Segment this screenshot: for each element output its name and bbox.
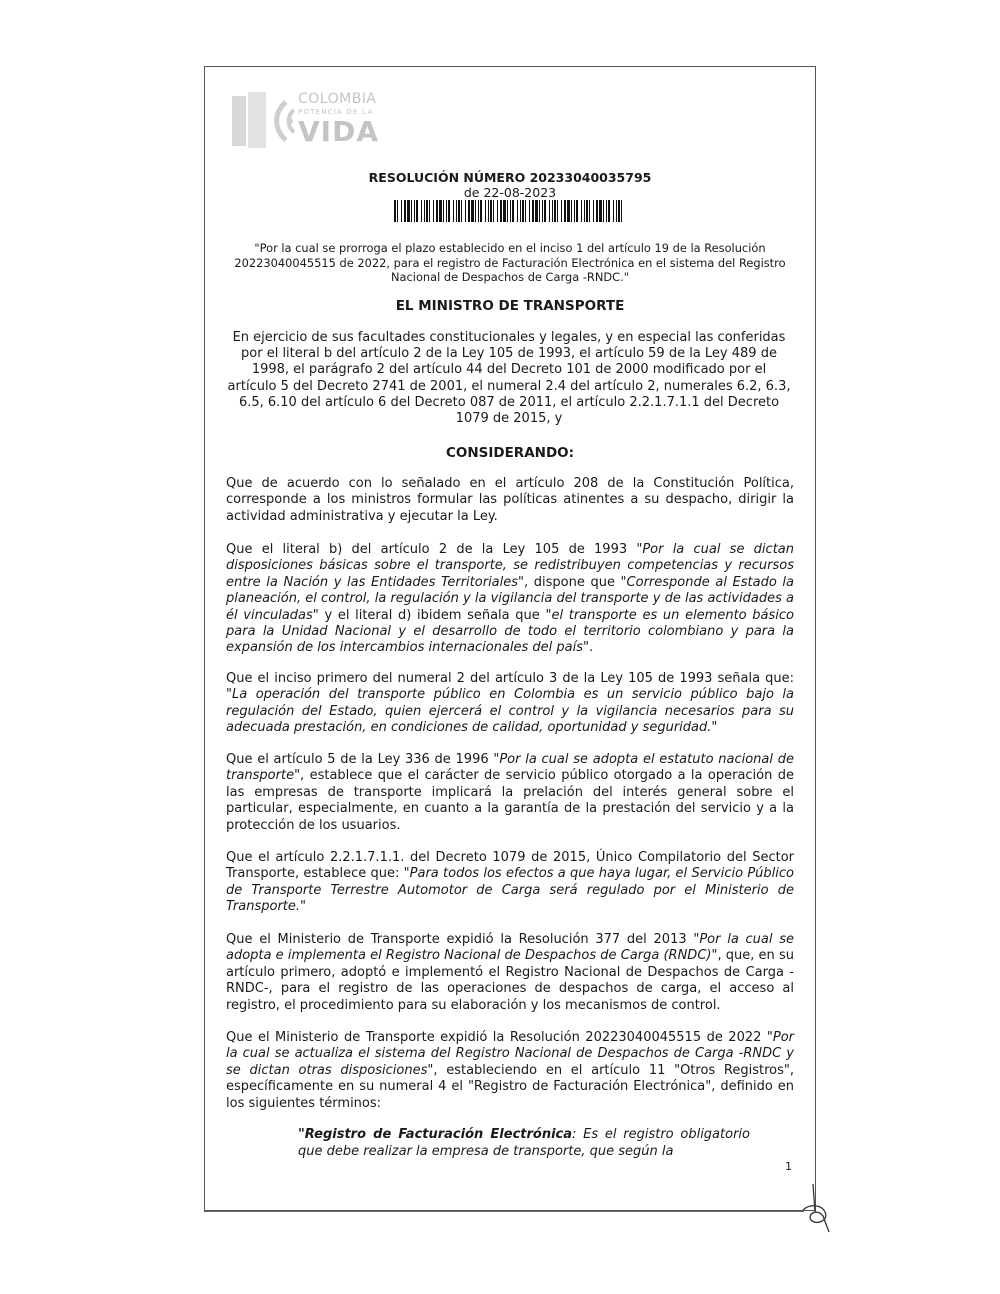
resolution-date: de 22-08-2023 xyxy=(463,185,557,200)
logo-line-2: POTENCIA DE LA xyxy=(298,108,374,116)
logo-line-3: VIDA xyxy=(298,115,379,148)
p6-text-c: ", que, en su artículo primero, adoptó e implementó el Registro Nacional de Despachos de Carga -RNDC-, para el registro de las operaciones de despachos de carga, el acceso al registro, el procedimiento para su elaboración y los mecanismos de control. xyxy=(226,948,794,1013)
logo-line-1: COLOMBIA xyxy=(298,91,377,107)
page-number: 1 xyxy=(785,1160,792,1173)
p6-text-a: Que el Ministerio de Transporte expidió la Resolución 377 del 2013 " xyxy=(226,932,700,947)
paragraph-6 xyxy=(226,932,794,1014)
p3-text-a: Que el inciso primero del numeral 2 del artículo 3 de la Ley 105 de 1993 señala que: xyxy=(226,671,794,686)
p2-text-c: ", dispone que " xyxy=(518,574,627,590)
bottom-edge-line xyxy=(204,1211,804,1212)
paragraph-4 xyxy=(226,752,794,834)
paragraph-2 xyxy=(226,542,794,657)
p7-quote-b: Por la cual se actualiza el sistema del Registro Nacional de Despachos de Carga -RNDC y se dictan otras disposiciones xyxy=(226,1030,794,1078)
p5-text-a: Que el artículo 2.2.1.7.1.1. del Decreto 1079 de 2015, Único Compilatorio del Sector Transporte, establece que: xyxy=(226,850,794,882)
quote-rest: : Es el registro obligatorio que debe realizar la empresa de transporte, que según la xyxy=(298,1127,750,1159)
resolution-number: RESOLUCIÓN NÚMERO 20233040035795 xyxy=(368,170,652,185)
p2-quote-f: el transporte es un elemento básico para la Unidad Nacional y el desarrollo de todo el territorio colombiano y para la expansión de los intercambios internacionales del país xyxy=(226,607,795,656)
p2-text-a: Que el literal b) del artículo 2 de la Ley 105 de 1993 " xyxy=(226,542,643,557)
p2-quote-d: Corresponde al Estado la planeación, el control, la regulación y la vigilancia del transporte y de las actividades a él vinculadas xyxy=(226,574,794,623)
p2-quote-b: Por la cual se dictan disposiciones básicas sobre el transporte, se redistribuyen competencias y recursos entre la Nación y las Entidades Territoriales xyxy=(226,542,794,590)
paragraph-1-text: Que de acuerdo con lo señalado en el artículo 208 de la Constitución Política, corresponde a los ministros formular las políticas atinentes a su despacho, dirigir la actividad administrativa y ejecutar la Ley. xyxy=(226,476,794,524)
logo-text xyxy=(298,92,379,146)
minister-title: EL MINISTRO DE TRANSPORTE xyxy=(395,298,625,314)
p4-quote-b: Por la cual se adopta el estatuto nacional de transporte xyxy=(226,752,794,784)
p4-text-a: Que el artículo 5 de la Ley 336 de 1996 " xyxy=(226,752,500,767)
quote-bold: "Registro de Facturación Electrónica xyxy=(298,1127,573,1142)
paragraph-7 xyxy=(226,1030,794,1112)
paragraph-5 xyxy=(226,850,794,916)
considerando-title: CONSIDERANDO: xyxy=(445,445,575,461)
p6-quote-b: Por la cual se adopta e implementa el Registro Nacional de Despachos de Carga (RNDC) xyxy=(226,932,794,964)
paragraph-3 xyxy=(226,671,794,737)
p5-quote-b: "Para todos los efectos a que haya lugar, el Servicio Público de Transporte Terrestre Automotor de Carga será regulado por el Ministerio de Transporte." xyxy=(226,866,794,915)
p2-text-g: ". xyxy=(583,640,594,656)
signature-icon xyxy=(795,1182,835,1242)
intro-paragraph: En ejercicio de sus facultades constitucionales y legales, y en especial las conferidas por el literal b del artículo 2 de la Ley 105 de 1993, el artículo 59 de la Ley 489 de 1998, el parágrafo 2 del artículo 44 del Decreto 101 de 2000 modificado por el artículo 5 del Decreto 2741 de 2001, el numeral 2.4 del artículo 2, numerales 6.2, 6.3, 6.5, 6.10 del artículo 6 del Decreto 087 de 2011, el artículo 2.2.1.7.1.1 del Decreto 1079 de 2015, y xyxy=(227,330,791,427)
barcode-icon xyxy=(394,200,624,222)
quote-block xyxy=(298,1126,750,1160)
p7-text-a: Que el Ministerio de Transporte expidió la Resolución 20223040045515 de 2022 " xyxy=(226,1030,773,1045)
p4-text-c: ", establece que el carácter de servicio público otorgado a la operación de las empresas de transporte implicará la prelación del interés general sobre el particular, especialmente, en cuanto a la garantía de la prestación del servicio y a la protección de los usuarios. xyxy=(226,768,794,833)
p7-text-c: ", estableciendo en el artículo 11 "Otros Registros", específicamente en su numeral 4 el "Registro de Facturación Electrónica", definido en los siguientes términos: xyxy=(226,1062,794,1111)
p3-quote-b: "La operación del transporte público en Colombia es un servicio público bajo la regulación del Estado, quien ejercerá el control y la vigilancia necesarios para su adecuada prestación, en condiciones de calidad, oportunidad y seguridad." xyxy=(226,687,794,736)
epigraph: "Por la cual se prorroga el plazo establecido en el inciso 1 del artículo 19 de la Resolución 20223040045515 de 2022, para el registro de Facturación Electrónica en el sistema del Registro Nacional de Despachos de Carga -RNDC." xyxy=(234,241,786,284)
paragraph-1 xyxy=(226,476,794,525)
p2-text-e: " y el literal d) ibidem señala que " xyxy=(312,607,552,623)
